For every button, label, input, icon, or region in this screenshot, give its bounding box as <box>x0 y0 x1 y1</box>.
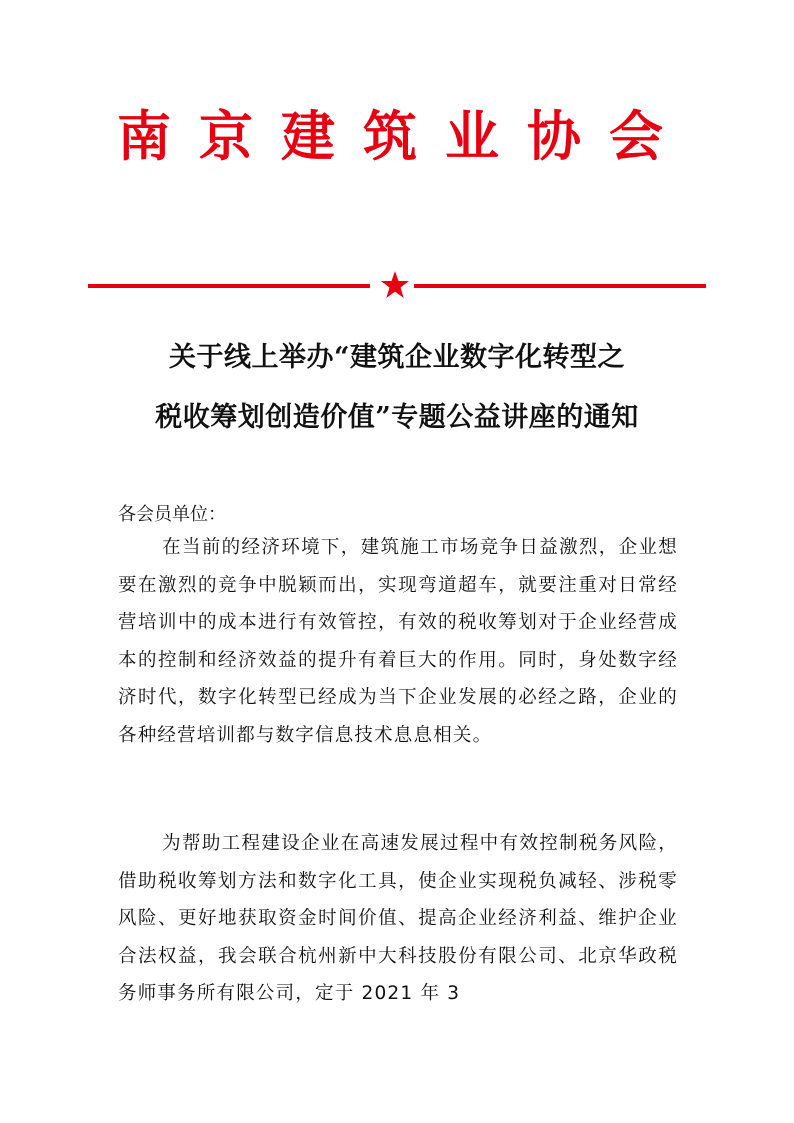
document-title-line-2: 税收筹划创造价值”专题公益讲座的通知 <box>155 402 639 433</box>
letterhead-divider <box>88 270 706 300</box>
divider-line-left <box>88 284 370 288</box>
body-paragraph-1 <box>118 529 678 755</box>
divider-line-right <box>414 284 706 288</box>
document-title-line-1: 关于线上举办“建筑企业数字化转型之 <box>168 342 626 373</box>
star-icon <box>380 270 410 300</box>
salutation: 各会员单位： <box>118 504 226 525</box>
org-letterhead-title: 南京建筑业协会 <box>117 104 691 168</box>
body-paragraph-2 <box>118 825 678 1013</box>
body-paragraph-1-text: 在当前的经济环境下，建筑施工市场竞争日益激烈，企业想要在激烈的竞争中脱颖而出，实现弯道超车，就要注重对日常经营培训中的成本进行有效管控，有效的税收筹划对于企业经营成本的控制和经济效益的提升有着巨大的作用。同时，身处数字经济时代，数字化转型已经成为当下企业发展的必经之路，企业的各种经营培训都与数字信息技术息息相关。 <box>118 537 678 746</box>
body-paragraph-2-text: 为帮助工程建设企业在高速发展过程中有效控制税务风险，借助税收筹划方法和数字化工具，使企业实现税负减轻、涉税零风险、更好地获取资金时间价值、提高企业经济利益、维护企业合法权益，我会联合杭州新中大科技股份有限公司、北京华政税务师事务所有限公司，定于 2021 年 3 <box>118 833 678 1005</box>
